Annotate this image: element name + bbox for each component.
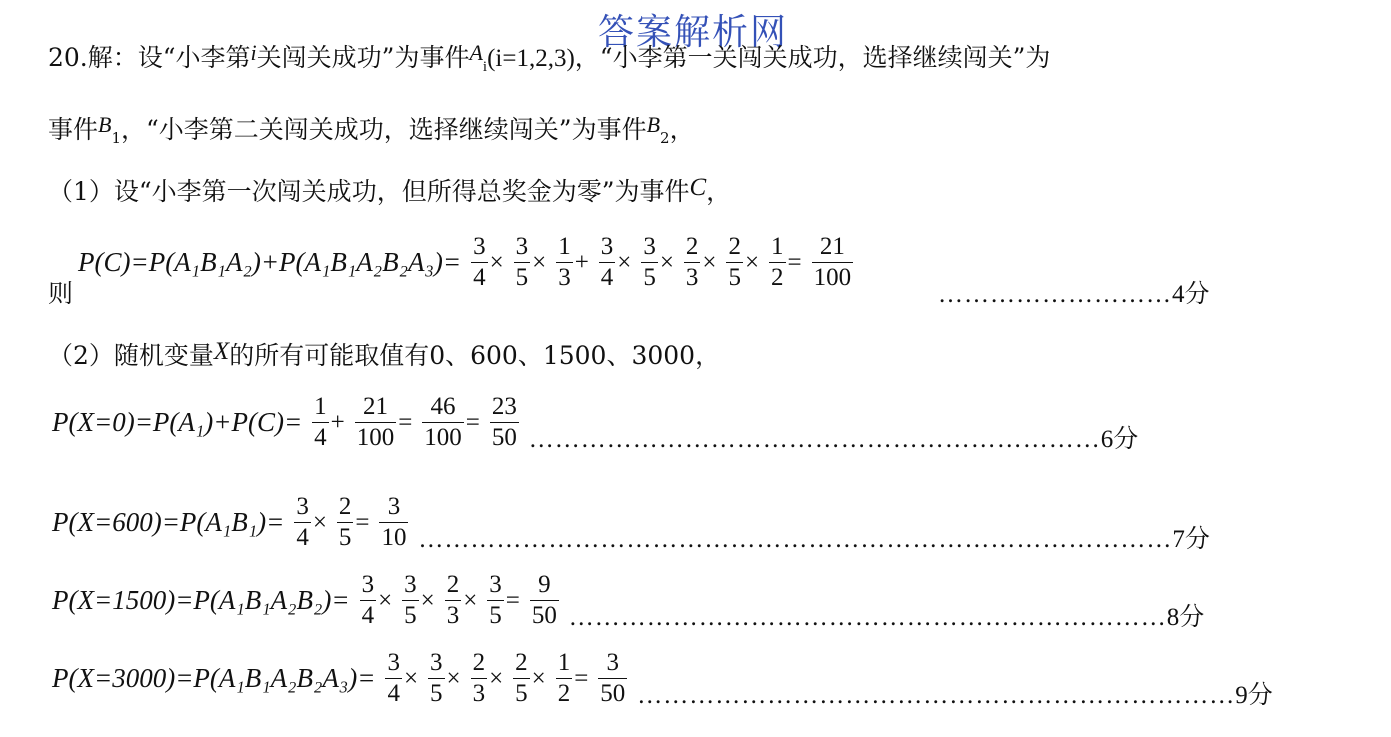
eq-x0: P(X=0)=P(A₁)+P(C)= $\frac{1}{4}$ + $\frac{21}{100}$ = $\frac{46}{100}$ = $\frac{23}{50}$ …………………………………………………………6分: [52, 393, 1139, 453]
x0-f3: $\frac{46}{100}$: [424, 393, 462, 451]
eq-x1500: P(X=1500)=P(A₁B₁A₂B₂)= $\frac{3}{4}$ × $\frac{3}{5}$ × $\frac{2}{3}$ × $\frac{3}{5}$ = $\frac{9}{50}$ ……………………………………………………………8分: [52, 571, 1205, 631]
part2-label-rest: 的所有可能取值有0、600、1500、3000，: [229, 341, 721, 370]
x600-f2: $\frac{2}{5}$: [338, 493, 352, 551]
event-C: C: [689, 174, 707, 201]
x1500-f4: $\frac{3}{5}$: [489, 571, 502, 629]
p1-frac-4: $\frac{3}{4}$: [600, 233, 614, 291]
x3000-f3: $\frac{2}{3}$: [472, 649, 486, 707]
x0-f4: $\frac{23}{50}$: [491, 393, 517, 451]
x3000-dots: ……………………………………………………………: [637, 682, 1236, 709]
part1-label-line: [48, 172, 731, 208]
intro-rest: “小李第一关闯关成功，选择继续闯关”为: [599, 43, 1051, 72]
x1500-f2: $\frac{3}{5}$: [404, 571, 417, 629]
x3000-res: $\frac{3}{50}$: [600, 649, 626, 707]
x3000-f1: $\frac{3}{4}$: [387, 649, 400, 707]
p1-dots: ………………………: [938, 281, 1172, 308]
intro-line-1: [48, 38, 1050, 76]
event-B2: B: [646, 112, 661, 137]
x1500-f1: $\frac{3}{4}$: [361, 571, 375, 629]
x600-dots: ……………………………………………………………………………: [418, 526, 1173, 553]
x3000-f2: $\frac{3}{5}$: [430, 649, 443, 707]
intro-after-i: 关闯关成功”为事件: [256, 43, 470, 72]
event-B1: B: [98, 112, 112, 137]
part2-label-line: [48, 336, 720, 372]
event-A: A: [469, 40, 483, 65]
x1500-f3: $\frac{2}{3}$: [446, 571, 460, 629]
p1-frac-5: $\frac{3}{5}$: [643, 233, 656, 291]
part2-label: （2）随机变量: [48, 341, 214, 370]
x600-score: 7分: [1172, 526, 1210, 553]
line2-end: ，: [669, 115, 695, 144]
x600-res: $\frac{3}{10}$: [381, 493, 407, 551]
part1-lhs: P(C)=P(A₁B₁A₂)+P(A₁B₁A₂B₂A₃)=: [78, 247, 462, 277]
intro-range: (i=1,2,3)，: [487, 45, 600, 72]
x600-f1: $\frac{3}{4}$: [296, 493, 309, 551]
p1-frac-6: $\frac{2}{3}$: [685, 233, 699, 291]
p1-frac-1: $\frac{3}{4}$: [473, 233, 486, 291]
x3000-score: 9分: [1235, 682, 1273, 709]
var-i: i: [250, 40, 257, 65]
p1-score: 4分: [1172, 281, 1210, 308]
p1-frac-2: $\frac{3}{5}$: [515, 233, 529, 291]
x600-lhs: P(X=600)=P(A₁B₁)=: [52, 507, 285, 537]
x1500-dots: ……………………………………………………………: [568, 604, 1167, 631]
p1-frac-8: $\frac{1}{2}$: [771, 233, 784, 291]
part1-comma: ，: [706, 177, 732, 206]
intro-prefix: 20.解：设“小李第: [48, 43, 251, 72]
eq-x600: P(X=600)=P(A₁B₁)= $\frac{3}{4}$ × $\frac{2}{5}$ = $\frac{3}{10}$ ……………………………………………………………………………7分: [52, 493, 1210, 553]
x3000-f5: $\frac{1}{2}$: [557, 649, 571, 707]
x0-f1: $\frac{1}{4}$: [314, 393, 327, 451]
x0-score: 6分: [1100, 426, 1139, 453]
x3000-lhs: P(X=3000)=P(A₁B₁A₂B₂A₃)=: [52, 663, 376, 693]
x0-dots: …………………………………………………………: [528, 426, 1101, 453]
x3000-f4: $\frac{2}{5}$: [515, 649, 528, 707]
x0-f2: $\frac{21}{100}$: [356, 393, 395, 451]
event-B2-sub: 2: [660, 129, 670, 147]
x1500-score: 8分: [1166, 604, 1205, 631]
p1-frac-3: $\frac{1}{3}$: [558, 233, 571, 291]
then-label: 则: [48, 279, 74, 308]
event-B1-sub: 1: [111, 129, 122, 147]
p1-frac-7: $\frac{2}{5}$: [728, 233, 741, 291]
var-X: X: [213, 338, 230, 365]
x0-lhs: P(X=0)=P(A₁)+P(C)=: [52, 407, 303, 437]
event-A-sub: i: [482, 59, 488, 75]
watermark-text: 答案解析网: [598, 12, 789, 53]
eq-x3000: P(X=3000)=P(A₁B₁A₂B₂A₃)= $\frac{3}{4}$ × $\frac{3}{5}$ × $\frac{2}{3}$ × $\frac{2}{5}$ × $\frac{1}{2}$ = $\frac{3}{50}$ ……………………………………………………………9分: [52, 649, 1273, 709]
p1-result: $\frac{21}{100}$: [813, 233, 852, 291]
line2-prefix: 事件: [48, 115, 99, 144]
x1500-res: $\frac{9}{50}$: [531, 571, 557, 629]
part1-label: （1）设“小李第一次闯关成功，但所得总奖金为零”为事件: [48, 177, 690, 206]
line2-mid: ，“小李第二关闯关成功，选择继续闯关”为事件: [121, 115, 647, 144]
intro-line-2: [48, 110, 695, 147]
x1500-lhs: P(X=1500)=P(A₁B₁A₂B₂)=: [52, 585, 350, 615]
